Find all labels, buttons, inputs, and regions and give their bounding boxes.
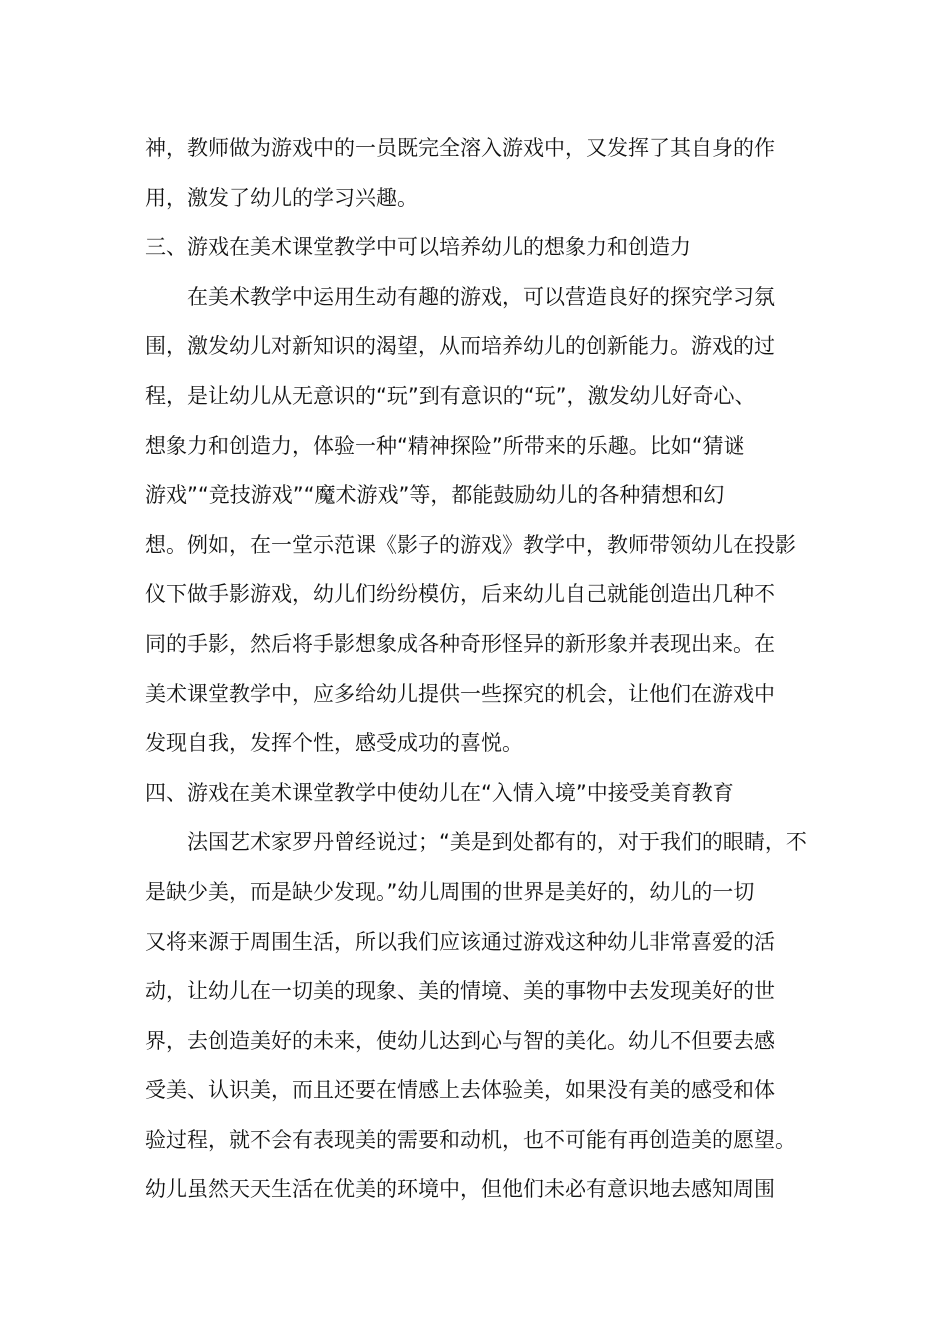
text-line: 想象力和创造力，体验一种“精神探险”所带来的乐趣。比如“猜谜: [145, 433, 745, 458]
text-line: 游戏”“竞技游戏”“魔术游戏”等，都能鼓励幼儿的各种猜想和幻: [145, 483, 725, 508]
body-text: [145, 124, 825, 1215]
text-line: 验过程，就不会有表现美的需要和动机，也不可能有再创造美的愿望。: [145, 1127, 796, 1152]
text-line: 用，激发了幼儿的学习兴趣。: [145, 185, 418, 210]
text-line: 同的手影，然后将手影想象成各种奇形怪异的新形象并表现出来。在: [145, 631, 775, 656]
text-line: 受美、认识美，而且还要在情感上去体验美，如果没有美的感受和体: [145, 1078, 775, 1103]
text-line: 动，让幼儿在一切美的现象、美的情境、美的事物中去发现美好的世: [145, 979, 775, 1004]
text-line: 围，激发幼儿对新知识的渴望，从而培养幼儿的创新能力。游戏的过: [145, 334, 775, 359]
text-line: 法国艺术家罗丹曾经说过；“美是到处都有的，对于我们的眼睛，不: [187, 830, 807, 855]
text-line: 幼儿虽然天天生活在优美的环境中，但他们未必有意识地去感知周围: [145, 1177, 775, 1202]
text-line: 神，教师做为游戏中的一员既完全溶入游戏中，又发挥了其自身的作: [145, 136, 775, 160]
text-line: 仪下做手影游戏，幼儿们纷纷模仿，后来幼儿自己就能创造出几种不: [145, 582, 775, 607]
text-line: 发现自我，发挥个性，感受成功的喜悦。: [145, 731, 523, 756]
text-line: 界，去创造美好的未来，使幼儿达到心与智的美化。幼儿不但要去感: [145, 1028, 775, 1053]
section-heading: 四、游戏在美术课堂教学中使幼儿在“入情入境”中接受美育教育: [145, 780, 734, 805]
text-line: 又将来源于周围生活，所以我们应该通过游戏这种幼儿非常喜爱的活: [145, 929, 775, 954]
text-line: 美术课堂教学中，应多给幼儿提供一些探究的机会，让他们在游戏中: [145, 681, 775, 706]
text-line: 想。例如，在一堂示范课《影子的游戏》教学中，教师带领幼儿在投影: [145, 532, 796, 557]
section-heading: 三、游戏在美术课堂教学中可以培养幼儿的想象力和创造力: [145, 235, 691, 260]
text-line: 程，是让幼儿从无意识的“玩”到有意识的“玩”，激发幼儿好奇心、: [145, 383, 756, 408]
text-line: 在美术教学中运用生动有趣的游戏，可以营造良好的探究学习氛: [187, 284, 775, 309]
text-line: 是缺少美，而是缺少发现。”幼儿周围的世界是美好的，幼儿的一切: [145, 879, 755, 904]
